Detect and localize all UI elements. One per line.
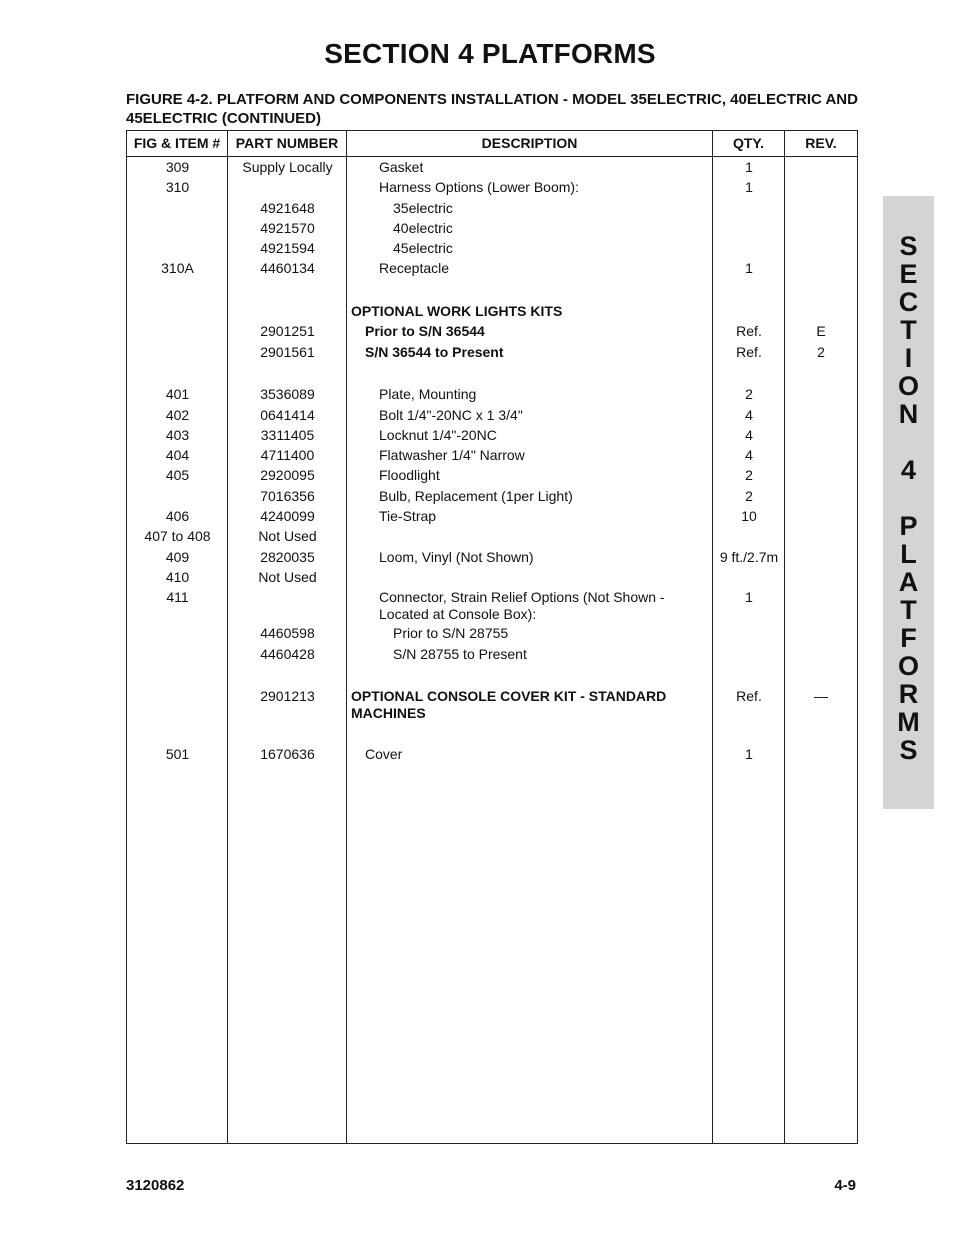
part-number: 4240099 [260, 508, 315, 525]
parts-table [126, 130, 858, 1144]
part-number: 2901213 [260, 688, 315, 705]
description: Receptacle [379, 260, 450, 277]
item-number: 406 [165, 508, 190, 525]
table-row [127, 301, 857, 321]
part-number: 2920095 [260, 467, 315, 484]
quantity: 10 [741, 508, 757, 525]
quantity: 4 [745, 426, 753, 443]
column-header-qty: QTY. [732, 135, 765, 151]
table-row [127, 362, 857, 384]
part-number: 3311405 [260, 426, 315, 443]
table-row [127, 547, 857, 567]
table-row [127, 384, 857, 404]
item-number: 404 [165, 447, 190, 464]
part-number: Not Used [258, 528, 317, 545]
table-row [127, 506, 857, 526]
part-number: 1670636 [260, 746, 315, 763]
table-row [127, 623, 857, 643]
quantity: 1 [745, 159, 753, 175]
part-number: 3536089 [260, 386, 315, 403]
table-row [127, 644, 857, 664]
description: Locknut 1/4"-20NC [379, 426, 497, 443]
table-row [127, 567, 857, 587]
description: 40electric [393, 219, 453, 236]
description: OPTIONAL WORK LIGHTS KITS [351, 303, 563, 320]
table-row [127, 238, 857, 258]
column-header-part-number: PART NUMBER [235, 135, 339, 151]
table-row [127, 486, 857, 506]
side-tab-text: S E C T I O N 4 P L A T F O R M S [897, 231, 920, 765]
table-row [127, 686, 857, 722]
item-number: 407 to 408 [144, 528, 211, 545]
quantity: 2 [745, 487, 753, 504]
table-body [127, 157, 857, 765]
item-number: 309 [165, 159, 190, 175]
part-number: 4921648 [260, 199, 315, 216]
item-number: 410 [165, 568, 190, 585]
table-row [127, 342, 857, 362]
revision: E [816, 323, 826, 340]
part-number: 2901251 [260, 323, 315, 340]
quantity: 1 [745, 589, 753, 606]
table-row [127, 279, 857, 301]
table-row [127, 744, 857, 764]
quantity: 2 [745, 386, 753, 403]
description: Floodlight [379, 467, 440, 484]
description [351, 528, 677, 545]
quantity: 1 [745, 746, 753, 763]
table-row [127, 587, 857, 623]
description: Connector, Strain Relief Options (Not Shown - Located at Console Box): [379, 589, 665, 623]
description: Flatwasher 1/4" Narrow [379, 447, 525, 464]
item-number: 401 [165, 386, 190, 403]
part-number: 7016356 [260, 487, 315, 504]
table-row [127, 722, 857, 744]
table-row [127, 445, 857, 465]
part-number: 2820035 [260, 548, 315, 565]
part-number: 4921594 [260, 240, 315, 257]
table-row [127, 198, 857, 218]
item-number: 409 [165, 548, 190, 565]
table-row [127, 218, 857, 238]
item-number: 402 [165, 406, 190, 423]
description: OPTIONAL CONSOLE COVER KIT - STANDARD MACHINES [351, 688, 667, 722]
part-number: 4460428 [260, 645, 315, 662]
part-number: 4921570 [260, 219, 315, 236]
description: 45electric [393, 240, 453, 257]
table-row [127, 664, 857, 686]
quantity: 9 ft./2.7m [719, 548, 779, 565]
table-row [127, 465, 857, 485]
page-title: SECTION 4 PLATFORMS [324, 38, 656, 69]
table-row [127, 258, 857, 278]
column-header-description: DESCRIPTION [481, 135, 578, 151]
table-row [127, 425, 857, 445]
item-number: 403 [165, 426, 190, 443]
quantity: Ref. [736, 688, 762, 705]
column-header-item: FIG & ITEM # [133, 135, 221, 151]
description: Cover [365, 746, 403, 763]
table-row [127, 405, 857, 425]
part-number: 4711400 [260, 447, 315, 464]
item-number: 501 [165, 746, 190, 763]
table-row [127, 177, 857, 197]
description: Prior to S/N 36544 [365, 323, 485, 340]
revision: — [814, 688, 828, 705]
description: Tie-Strap [379, 508, 437, 525]
description: Plate, Mounting [379, 386, 477, 403]
quantity: Ref. [736, 323, 762, 340]
description: Prior to S/N 28755 [393, 625, 509, 642]
part-number: Supply Locally [242, 159, 333, 175]
item-number: 310A [161, 260, 194, 277]
part-number: 4460134 [260, 260, 315, 277]
description: S/N 36544 to Present [365, 343, 504, 360]
revision: 2 [817, 343, 825, 360]
description: 35electric [393, 199, 453, 216]
quantity: 1 [745, 260, 753, 277]
figure-title: FIGURE 4-2. PLATFORM AND COMPONENTS INSTALLATION - MODEL 35ELECTRIC, 40ELECTRIC AND 45ELECTRIC (CONTINUED) [126, 91, 858, 127]
part-number: Not Used [258, 568, 317, 585]
page-number: 4-9 [834, 1177, 856, 1194]
part-number: 0641414 [260, 406, 315, 423]
description: Bolt 1/4"-20NC x 1 3/4" [379, 406, 523, 423]
quantity: 2 [745, 467, 753, 484]
part-number: 2901561 [260, 343, 315, 360]
description: Loom, Vinyl (Not Shown) [379, 548, 534, 565]
section-side-tab [883, 196, 934, 809]
item-number: 411 [166, 589, 189, 606]
part-number: 4460598 [260, 625, 315, 642]
quantity: Ref. [736, 343, 762, 360]
description: Gasket [379, 159, 424, 175]
description: Harness Options (Lower Boom): [379, 179, 579, 196]
description: S/N 28755 to Present [393, 645, 527, 662]
description: Bulb, Replacement (1per Light) [379, 487, 573, 504]
table-row [127, 526, 857, 546]
quantity: 1 [745, 179, 753, 196]
item-number: 405 [165, 467, 190, 484]
item-number: 310 [165, 179, 190, 196]
table-row [127, 157, 857, 177]
column-header-rev: REV. [805, 135, 837, 151]
document-number: 3120862 [126, 1177, 185, 1194]
quantity: 4 [745, 447, 753, 464]
description [351, 569, 677, 586]
quantity: 4 [745, 406, 753, 423]
table-row [127, 321, 857, 341]
